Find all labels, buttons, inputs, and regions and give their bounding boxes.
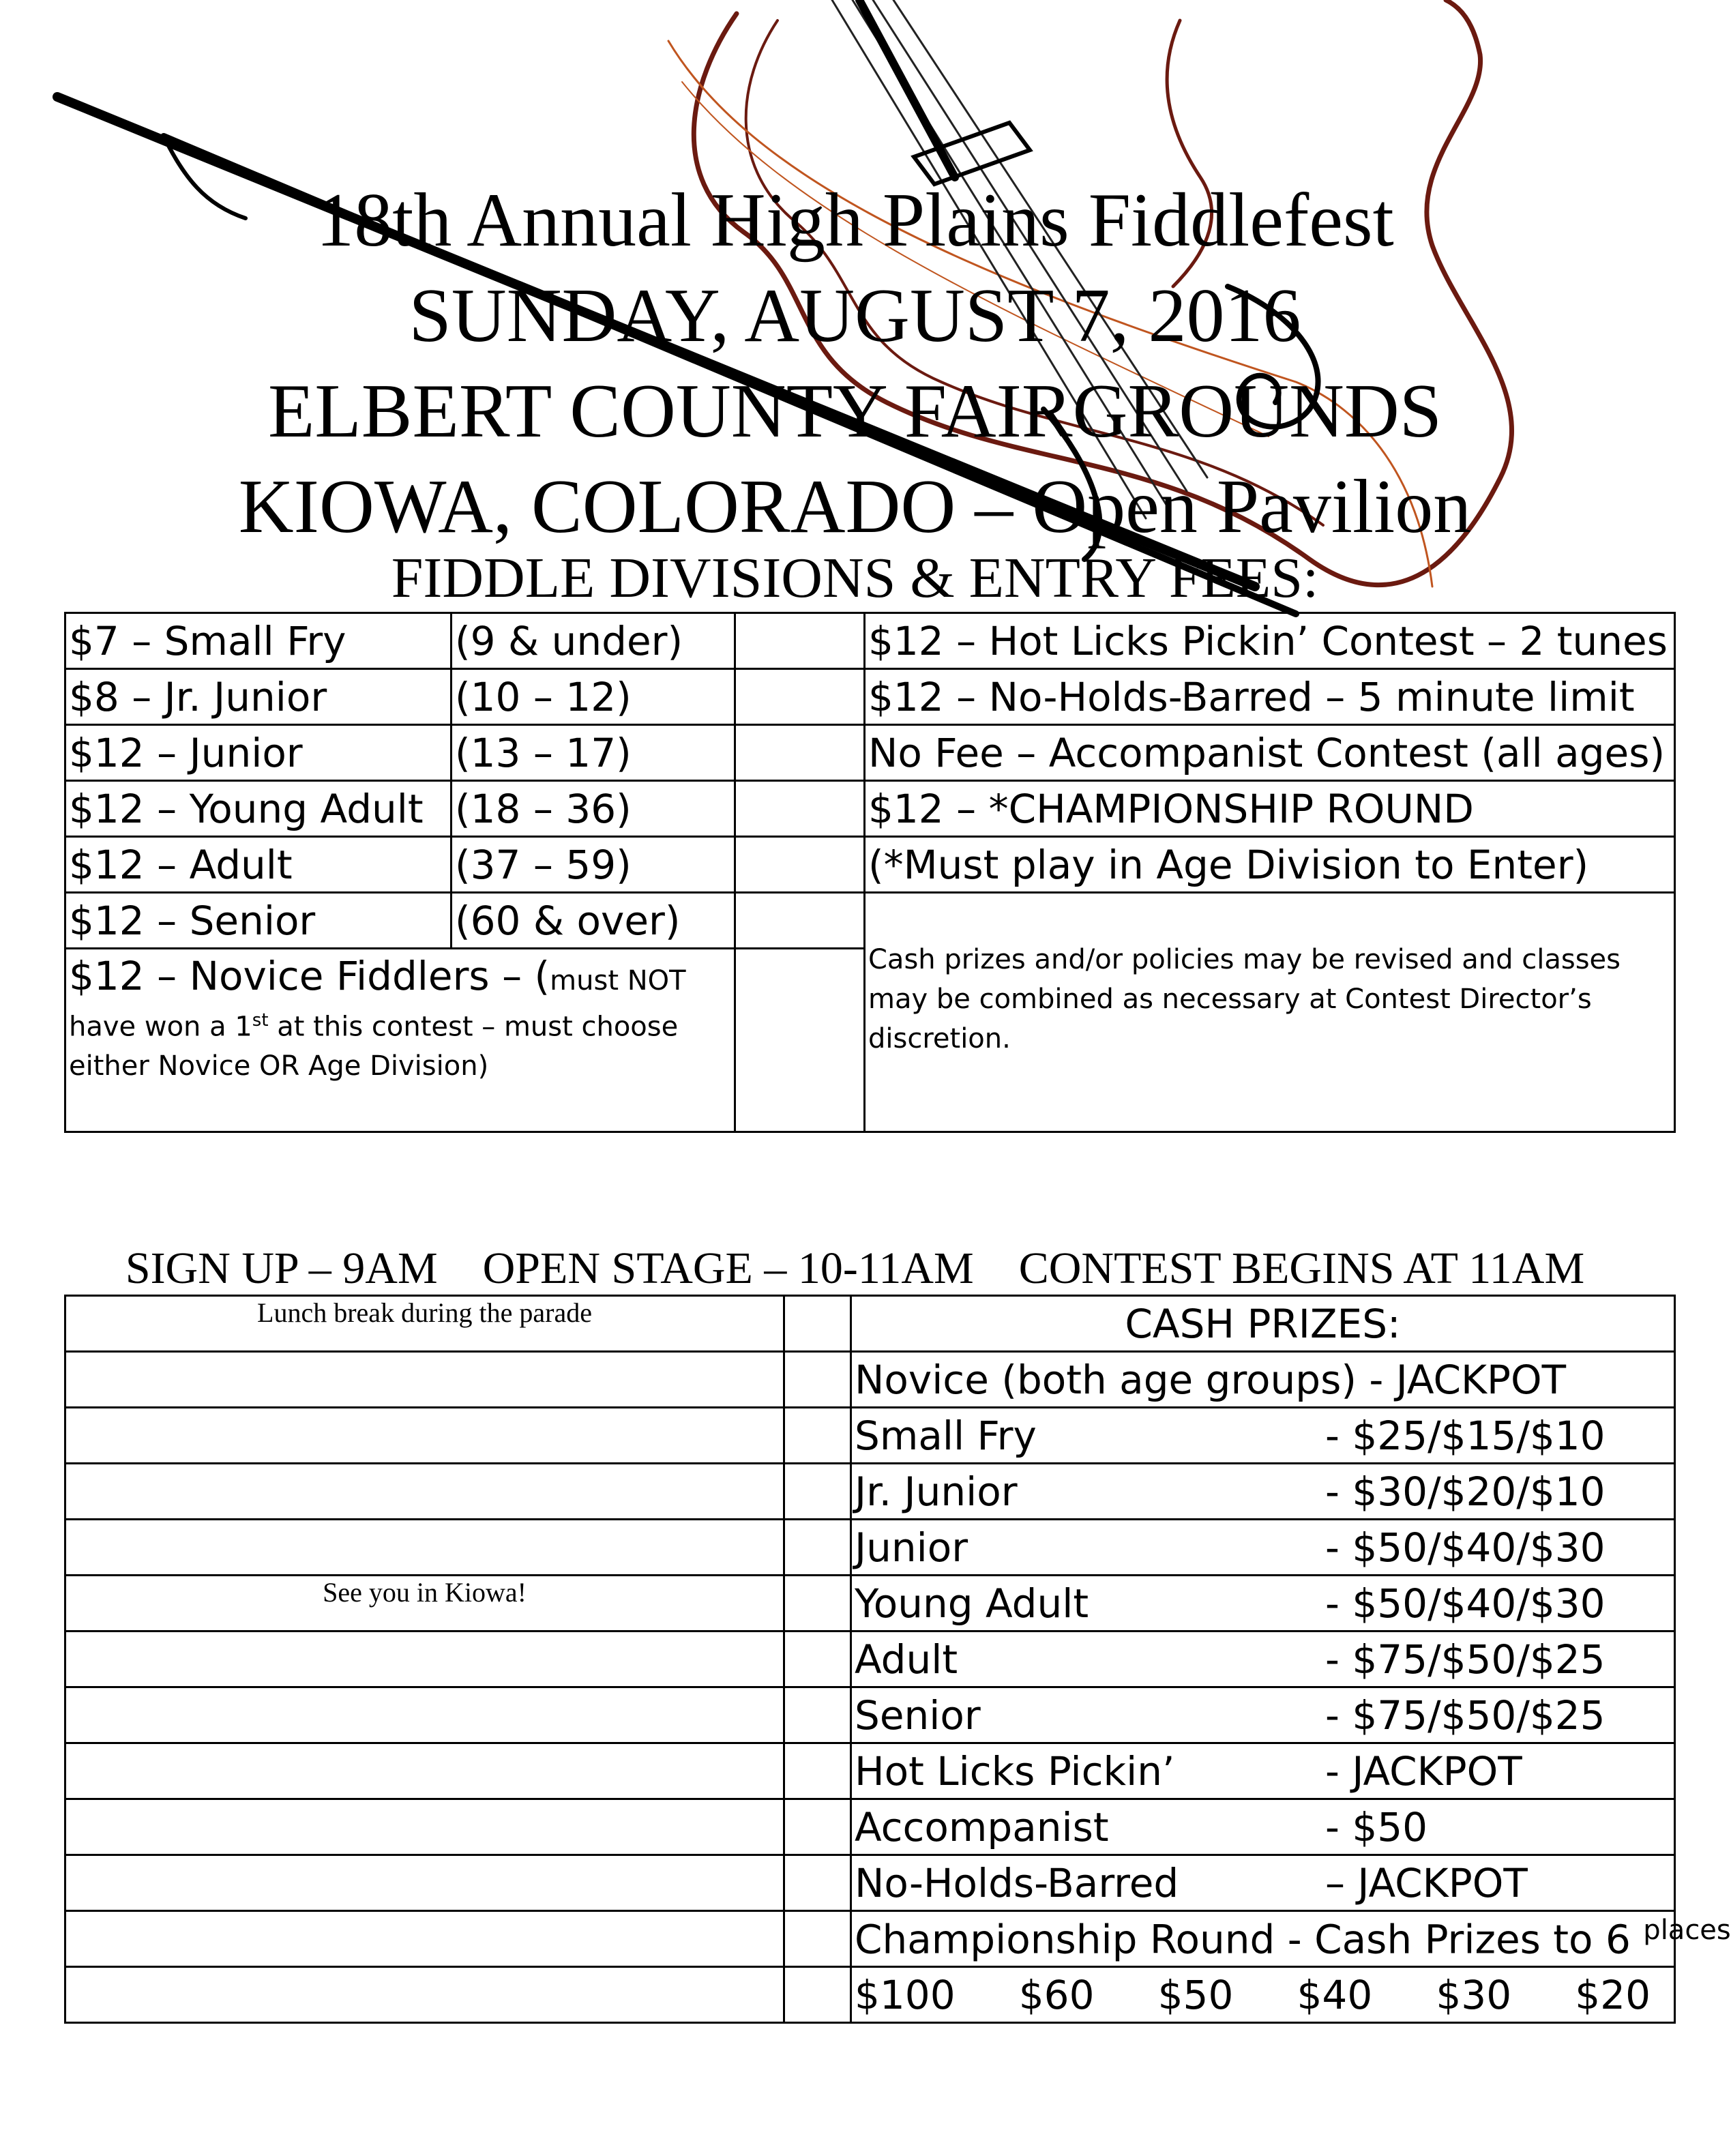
prize-row	[851, 1743, 1675, 1799]
event-venue: ELBERT COUNTY FAIRGROUNDS	[267, 369, 1442, 454]
table-row	[65, 1967, 1675, 2023]
blank-cell	[65, 1687, 784, 1743]
novice-rule-2: at this contest – must choose either Novice OR Age Division)	[69, 1011, 679, 1082]
table-row	[65, 837, 1675, 893]
lunch-note: Lunch break during the parade	[65, 1296, 784, 1352]
event-date: SUNDAY, AUGUST 7, 2016	[409, 274, 1301, 358]
prize-name: No-Holds-Barred	[855, 1859, 1179, 1906]
fee-cell: $12 – Senior	[65, 893, 452, 949]
spacer-cell	[735, 725, 865, 781]
blank-cell	[65, 1967, 784, 2023]
prize-name: Small Fry	[855, 1412, 1037, 1459]
prize-name: Adult	[855, 1636, 958, 1683]
table-row	[65, 1631, 1675, 1687]
spacer-cell	[735, 837, 865, 893]
spacer-cell	[784, 1799, 851, 1855]
fee-cell: $12 – Adult	[65, 837, 452, 893]
ages-cell: (13 – 17)	[452, 725, 735, 781]
blank-cell	[65, 1631, 784, 1687]
table-row	[65, 781, 1675, 837]
spacer-cell	[784, 1631, 851, 1687]
championship-text: Championship Round - Cash Prizes to 6	[855, 1916, 1631, 1963]
prize-novice: Novice (both age groups) - JACKPOT	[851, 1352, 1675, 1408]
prize-row	[851, 1855, 1675, 1911]
prize-name: Hot Licks Pickin’	[855, 1747, 1175, 1795]
prize-amount: - $75/$50/$25	[1325, 1636, 1606, 1683]
prize-amount: – JACKPOT	[1325, 1859, 1528, 1906]
prize-amount: - $30/$20/$10	[1325, 1468, 1606, 1515]
spacer-cell	[784, 1967, 851, 2023]
spacer-cell	[735, 669, 865, 725]
table-row	[65, 893, 1675, 949]
prize-row	[851, 1464, 1675, 1520]
prize-row	[851, 1520, 1675, 1576]
prize-amount: - $50/$40/$30	[1325, 1524, 1606, 1571]
schedule-line: SIGN UP – 9AM OPEN STAGE – 10-11AM CONTEST BEGINS AT 11AM	[125, 1243, 1585, 1293]
prize-row	[851, 1687, 1675, 1743]
novice-fee-lead: $12 – Novice Fiddlers – (	[69, 953, 550, 999]
spacer-cell	[784, 1576, 851, 1631]
prize-name: Junior	[855, 1524, 968, 1571]
prize-row	[851, 1631, 1675, 1687]
blank-cell	[65, 1855, 784, 1911]
championship-amount: $60	[1018, 1971, 1095, 2018]
ages-cell: (37 – 59)	[452, 837, 735, 893]
fee-cell: $8 – Jr. Junior	[65, 669, 452, 725]
championship-amount: $30	[1436, 1971, 1512, 2018]
blank-cell	[65, 1799, 784, 1855]
spacer-cell	[735, 893, 865, 949]
table-row	[65, 1352, 1675, 1408]
prize-amount: - JACKPOT	[1325, 1747, 1522, 1795]
blank-cell	[65, 1464, 784, 1520]
spacer-cell	[735, 613, 865, 669]
prize-row	[851, 1799, 1675, 1855]
championship-amount: $20	[1575, 1971, 1651, 2018]
table-row	[65, 1687, 1675, 1743]
prize-row	[851, 1408, 1675, 1464]
event-title: 18th Annual High Plains Fiddlefest	[316, 178, 1394, 263]
championship-amount: $50	[1157, 1971, 1234, 2018]
spacer-cell	[784, 1520, 851, 1576]
spacer-cell	[784, 1855, 851, 1911]
spacer-cell	[784, 1743, 851, 1799]
prize-amount: - $75/$50/$25	[1325, 1692, 1606, 1739]
table-row	[65, 1576, 1675, 1631]
table-row	[65, 1799, 1675, 1855]
table-row	[65, 1464, 1675, 1520]
fee-cell: $12 – Junior	[65, 725, 452, 781]
entry-fees-table	[64, 612, 1676, 1133]
spacer-cell	[784, 1352, 851, 1408]
cash-prizes-heading: CASH PRIZES:	[851, 1296, 1675, 1352]
prize-name: Senior	[855, 1692, 981, 1739]
see-you-note: See you in Kiowa!	[65, 1576, 784, 1631]
spacer-cell	[784, 1687, 851, 1743]
table-row	[65, 1855, 1675, 1911]
spacer-cell	[784, 1296, 851, 1352]
novice-fee-cell	[65, 949, 735, 1132]
prize-amount: - $50	[1325, 1803, 1428, 1850]
ages-cell: (18 – 36)	[452, 781, 735, 837]
other-fee-cell: $12 – No-Holds-Barred – 5 minute limit	[865, 669, 1675, 725]
prize-name: Young Adult	[855, 1580, 1089, 1627]
blank-cell	[65, 1911, 784, 1967]
table-row	[65, 613, 1675, 669]
table-row	[65, 1296, 1675, 1352]
novice-rule-1: must NOT have won a 1	[69, 965, 686, 1043]
championship-amount: $100	[855, 1971, 956, 2018]
spacer-cell	[784, 1464, 851, 1520]
blank-cell	[65, 1520, 784, 1576]
spacer-cell	[735, 781, 865, 837]
other-fee-cell: $12 – *CHAMPIONSHIP ROUND	[865, 781, 1675, 837]
blank-cell	[65, 1743, 784, 1799]
table-row	[65, 725, 1675, 781]
prize-amount: - $25/$15/$10	[1325, 1412, 1606, 1459]
table-row	[65, 1408, 1675, 1464]
championship-amounts	[851, 1967, 1675, 2023]
divisions-heading: FIDDLE DIVISIONS & ENTRY FEES:	[391, 546, 1319, 610]
table-row	[65, 669, 1675, 725]
prize-amount: - $50/$40/$30	[1325, 1580, 1606, 1627]
ages-cell: (60 & over)	[452, 893, 735, 949]
novice-rule-sup: st	[252, 1010, 269, 1031]
violin-fingerboard	[859, 0, 955, 177]
table-row	[65, 1911, 1675, 1967]
table-row	[65, 1520, 1675, 1576]
table-row	[65, 1743, 1675, 1799]
other-fee-cell: (*Must play in Age Division to Enter)	[865, 837, 1675, 893]
championship-amount: $40	[1297, 1971, 1373, 2018]
other-fee-cell: $12 – Hot Licks Pickin’ Contest – 2 tunes	[865, 613, 1675, 669]
blank-cell	[65, 1408, 784, 1464]
spacer-cell	[735, 949, 865, 1132]
spacer-cell	[784, 1911, 851, 1967]
ages-cell: (10 – 12)	[452, 669, 735, 725]
spacer-cell	[784, 1408, 851, 1464]
fee-cell: $7 – Small Fry	[65, 613, 452, 669]
championship-places: places	[1643, 1915, 1731, 1947]
prize-name: Jr. Junior	[855, 1468, 1018, 1515]
prize-row	[851, 1576, 1675, 1631]
policy-note: Cash prizes and/or policies may be revised and classes may be combined as necessary at Contest Director’s discretion.	[865, 893, 1675, 1132]
other-fee-cell: No Fee – Accompanist Contest (all ages)	[865, 725, 1675, 781]
blank-cell	[65, 1352, 784, 1408]
ages-cell: (9 & under)	[452, 613, 735, 669]
cash-prizes-table	[64, 1295, 1731, 2024]
event-city: KIOWA, COLORADO – Open Pavilion	[238, 464, 1472, 549]
prize-name: Accompanist	[855, 1803, 1109, 1850]
championship-row	[851, 1911, 1731, 1967]
fee-cell: $12 – Young Adult	[65, 781, 452, 837]
